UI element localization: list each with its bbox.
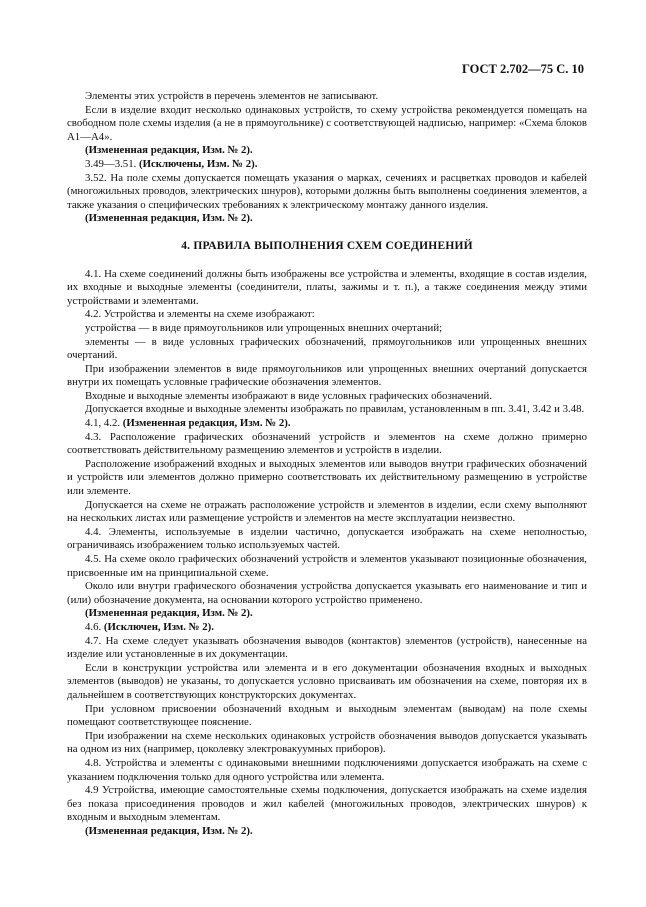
paragraph	[67, 172, 587, 213]
paragraph	[67, 784, 587, 825]
paragraph-text: 4.5. На схеме около графических обозначений устройств и элементов указывают позиционные обозначения, присвоенные им на принципиальной схеме.	[67, 553, 587, 579]
paragraph-text: Около или внутри графического обозначения устройства допускается указывать его наименование и тип и (или) обозначение документа, на основании которого устройство применено.	[67, 580, 587, 606]
paragraph	[67, 607, 587, 621]
paragraph-text: устройства — в виде прямоугольников или упрощенных внешних очертаний;	[85, 321, 443, 334]
paragraph-text: 4.9 Устройства, имеющие самостоятельные схемы подключения, допускается изображать на схеме изделия без показа присоединения проводов и жил кабелей (многожильных проводов, электрических шнуров) к входным и выходным элементам.	[67, 784, 587, 824]
paragraph-text: 4.1, 4.2.	[85, 417, 123, 430]
paragraph	[67, 580, 587, 607]
paragraph-text: При условном присвоении обозначений входным и выходным элементам (выводам) на поле схемы помещают соответствующее пояснение.	[67, 702, 587, 729]
paragraph	[67, 431, 587, 458]
paragraph	[67, 621, 587, 635]
paragraph	[67, 363, 587, 390]
paragraph-text: 4.4. Элементы, используемые в изделии частично, допускается изображать на схеме неполностью, ограничиваясь изображением только используемых частей.	[67, 525, 587, 552]
paragraph-text: Допускается на схеме не отражать расположение устройств и элементов в изделии, если схему выполняют на нескольких листах или размещение устройств и элементов на месте эксплуатации неизвестно.	[67, 498, 587, 525]
section-title: 4. ПРАВИЛА ВЫПОЛНЕНИЯ СХЕМ СОЕДИНЕНИЙ	[181, 239, 473, 252]
paragraph	[67, 458, 587, 499]
paragraph	[67, 403, 587, 417]
paragraph-text: 4.8. Устройства и элементы с одинаковыми внешними подключениями допускается изображать на схеме с указанием подключения только для одного устройства или элемента.	[67, 756, 587, 783]
amendment-note: (Измененная редакция, Изм. № 2).	[85, 144, 253, 157]
paragraph-text: Если в изделие входит несколько одинаковых устройств, то схему устройства рекомендуется помещать на свободном поле схемы изделия (а не в прямоугольнике) с соответствующей надписью, например: «Схема блоков А1—А4».	[67, 103, 587, 143]
paragraph	[67, 212, 587, 226]
paragraph	[67, 635, 587, 662]
paragraph	[67, 104, 587, 145]
paragraph	[67, 662, 587, 703]
paragraph-text: 3.49—3.51.	[85, 157, 139, 170]
bottom-paragraphs	[67, 268, 587, 839]
paragraph	[67, 703, 587, 730]
paragraph	[67, 730, 587, 757]
paragraph-text: При изображении на схеме нескольких одинаковых устройств обозначения выводов допускается указывать на одном из них (например, цоколевку электровакуумных приборов).	[67, 729, 587, 756]
paragraph	[67, 526, 587, 553]
paragraph-text: Если в конструкции устройства или элемента и в его документации обозначения входных и выходных элементов (выводов) не указаны, то допускается условно присваивать им обозначения на схеме, повторяя их в дальнейшем в соответствующих конструкторских документах.	[67, 661, 587, 701]
paragraph-text: 4.3. Расположение графических обозначений устройств и элементов на схеме должно примерно соответствовать действительному размещению элементов и устройств в изделии.	[67, 430, 587, 457]
amendment-note: (Измененная редакция, Изм. № 2).	[85, 212, 253, 225]
amendment-note: (Измененная редакция, Изм. № 2).	[85, 607, 253, 620]
paragraph	[67, 825, 587, 839]
document-body	[67, 90, 587, 838]
paragraph	[67, 336, 587, 363]
paragraph	[67, 757, 587, 784]
paragraph-text: При изображении элементов в виде прямоугольников или упрощенных внешних очертаний допускается внутри их помещать условные графические обозначения элементов.	[67, 362, 587, 389]
paragraph	[67, 158, 587, 172]
amendment-note: (Исключен, Изм. № 2).	[103, 620, 214, 633]
paragraph	[67, 499, 587, 526]
paragraph	[67, 322, 587, 336]
paragraph	[67, 90, 587, 104]
paragraph-text: элементы — в виде условных графических обозначений, прямоугольников или упрощенных внешних очертаний.	[67, 335, 587, 362]
paragraph-text: 3.52. На поле схемы допускается помещать указания о марках, сечениях и расцветках проводов и кабелей (многожильных проводов, электрических шнуров), которыми должны быть выполнены соединения элементов, а также указания о специфических требованиях к электрическому монтажу данного изделия.	[67, 171, 587, 211]
paragraph-text: Элементы этих устройств в перечень элементов не записывают.	[85, 90, 379, 102]
paragraph	[67, 308, 587, 322]
paragraph	[67, 553, 587, 580]
paragraph-text: 4.1. На схеме соединений должны быть изображены все устройства и элементы, входящие в состав изделия, их входные и выходные элементы (соединители, платы, зажимы и т. п.), а также соединения между этими устройствами и элементами.	[67, 267, 587, 307]
paragraph	[67, 417, 587, 431]
paragraph	[67, 144, 587, 158]
amendment-note: (Измененная редакция, Изм. № 2).	[122, 417, 291, 430]
amendment-note: (Исключены, Изм. № 2).	[138, 157, 258, 170]
top-paragraphs	[67, 90, 587, 226]
paragraph	[67, 390, 587, 404]
paragraph-text: Входные и выходные элементы изображают в виде условных графических обозначений.	[85, 389, 493, 402]
page-header: ГОСТ 2.702—75 С. 10	[461, 62, 584, 76]
paragraph-text: 4.2. Устройства и элементы на схеме изображают:	[85, 308, 315, 321]
paragraph-text: 4.7. На схеме следует указывать обозначения выводов (контактов) элементов (устройств), нанесенные на изделие или установленные в их документации.	[67, 634, 587, 661]
paragraph-text: Допускается входные и выходные элементы изображать по правилам, установленным в пп. 3.41, 3.42 и 3.48.	[85, 403, 585, 416]
paragraph-text: Расположение изображений входных и выходных элементов или выводов внутри графических обозначений и устройств или элементов должно примерно соответствовать их действительному размещению в устройстве или элементе.	[67, 457, 587, 498]
amendment-note: (Измененная редакция, Изм. № 2).	[85, 824, 253, 837]
paragraph-text: 4.6.	[85, 620, 104, 633]
paragraph	[67, 268, 587, 309]
